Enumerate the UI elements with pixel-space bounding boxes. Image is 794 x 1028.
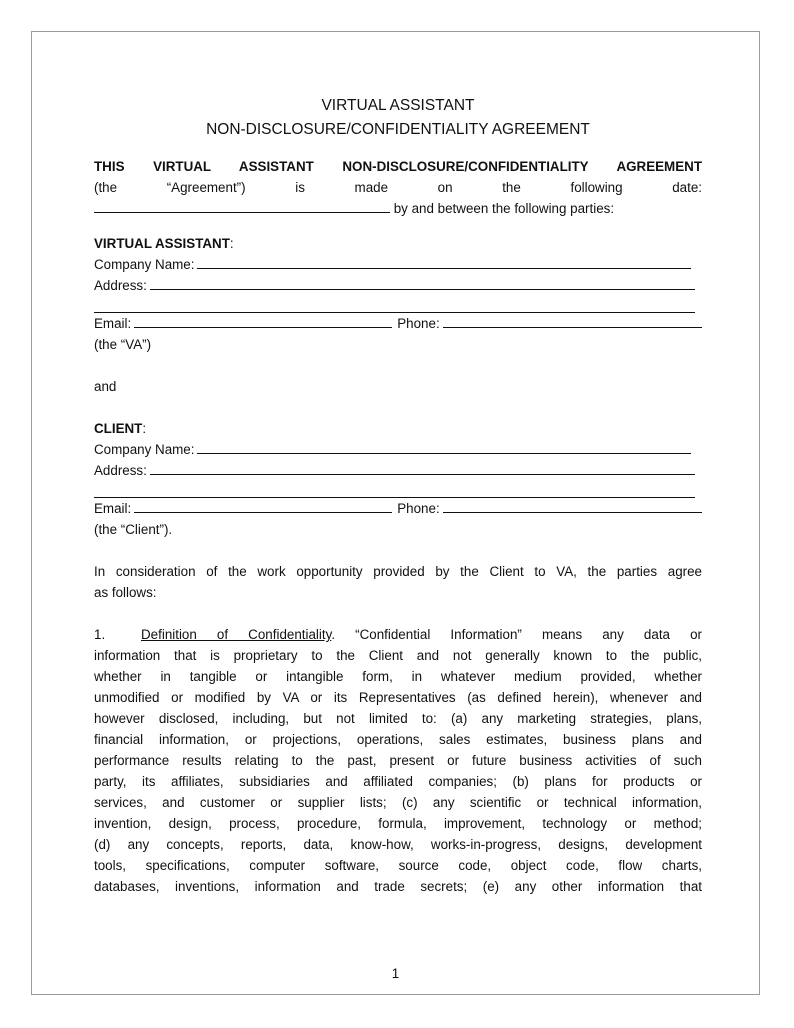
intro-parties-text: by and between the following parties: [393,201,615,216]
va-email-label: Email: [94,316,132,331]
section-1-line: invention, design, process, procedure, formula, improvement, technology or method; [94,816,702,831]
client-email-blank[interactable] [134,500,392,513]
section-1-line: whether in tangible or intangible form, in whatever medium provided, whether [94,669,702,684]
section-1-line: databases, inventions, information and trade secrets; (e) any other information that [94,879,702,894]
client-address-blank-2[interactable] [94,481,695,498]
client-heading [94,418,702,439]
va-address-blank[interactable] [150,277,695,290]
section-1-line: financial information, or projections, operations, sales estimates, business plans and [94,732,702,747]
consideration-line-1: In consideration of the work opportunity provided by the Client to VA, the parties agree [94,564,702,579]
client-address-row [94,460,695,481]
va-company-row [94,254,691,275]
section-1-line: however disclosed, including, but not limited to: (a) any marketing strategies, plans, [94,711,702,726]
document-content [94,94,702,897]
va-address-row [94,275,695,296]
and-text: and [94,379,117,394]
va-company-label: Company Name: [94,257,195,272]
client-contact-row [94,498,702,519]
consideration-line-2: as follows: [94,585,157,600]
section-1-line: services, and customer or supplier lists; (c) any scientific or technical information, [94,795,702,810]
intro-lead: THIS VIRTUAL ASSISTANT NON-DISCLOSURE/CONFIDENTIALITY AGREEMENT [94,159,702,174]
client-address-blank[interactable] [150,462,695,475]
section-1-line: information that is proprietary to the Client and not generally known to the public, [94,648,702,663]
section-1-first-line [94,624,702,645]
page-number: 1 [391,966,400,981]
document-page [31,31,760,995]
va-phone-label: Phone: [397,316,440,331]
title-line-2: NON-DISCLOSURE/CONFIDENTIALITY AGREEMENT [206,121,590,138]
va-address-blank-2[interactable] [94,296,695,313]
intro-line-2: (the “Agreement”) is made on the following date: [94,180,702,195]
section-1-number: 1. [94,627,106,642]
va-email-blank[interactable] [134,315,392,328]
section-1-heading: Definition of Confidentiality [141,627,332,642]
section-1-line: performance results relating to the past, present or future business activities of such [94,753,702,768]
client-company-label: Company Name: [94,442,195,457]
va-heading [94,233,702,254]
section-1-line: unmodified or modified by VA or its Representatives (as defined herein), whenever and [94,690,702,705]
va-heading-label: VIRTUAL ASSISTANT [94,236,230,251]
intro-line-3 [94,198,702,219]
client-company-blank[interactable] [197,441,691,454]
section-1-line: party, its affiliates, subsidiaries and affiliated companies; (b) plans for products or [94,774,702,789]
section-1-first-rest: . “Confidential Information” means any data or [331,627,702,642]
va-company-blank[interactable] [197,256,691,269]
client-address-label: Address: [94,463,147,478]
title-line-1: VIRTUAL ASSISTANT [321,97,475,114]
section-1-body [94,645,702,897]
client-phone-blank[interactable] [443,500,702,513]
section-1-line: (d) any concepts, reports, data, know-how, works-in-progress, designs, development [94,837,702,852]
client-email-label: Email: [94,501,132,516]
section-1-line: tools, specifications, computer software, source code, object code, flow charts, [94,858,702,873]
client-designation: (the “Client”). [94,522,173,537]
va-address-label: Address: [94,278,147,293]
client-phone-label: Phone: [397,501,440,516]
va-phone-blank[interactable] [443,315,702,328]
va-contact-row [94,313,702,334]
client-heading-label: CLIENT [94,421,143,436]
client-heading-colon: : [142,421,147,436]
client-company-row [94,439,691,460]
va-heading-colon: : [229,236,234,251]
date-blank[interactable] [94,200,390,213]
va-designation: (the “VA”) [94,337,152,352]
